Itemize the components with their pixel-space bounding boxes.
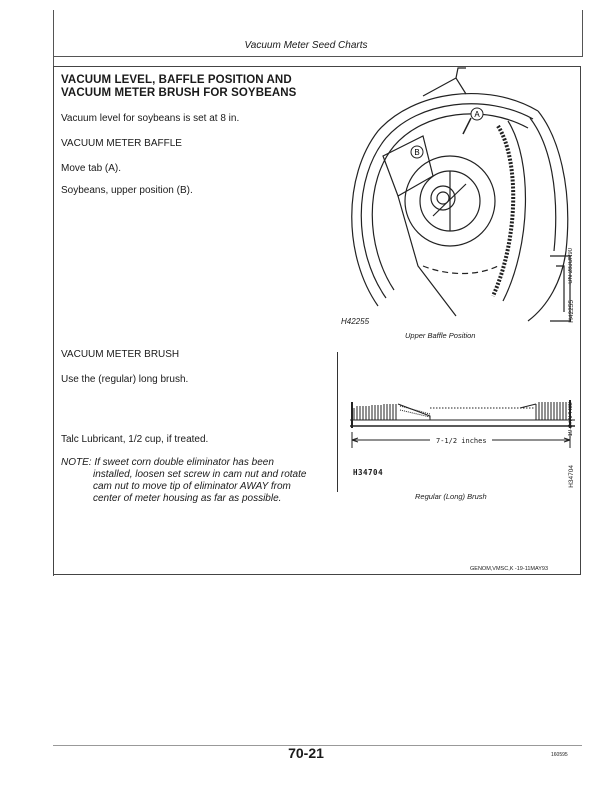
header-rule [53, 56, 582, 57]
figure1-side-code: -UN-28JUN90 [568, 248, 574, 286]
talc-text: Talc Lubricant, 1/2 cup, if treated. [61, 434, 209, 445]
note-line4: center of meter housing as far as possible. [93, 493, 282, 504]
baffle-heading: VACUUM METER BAFFLE [61, 138, 182, 149]
note-label: NOTE: [61, 457, 92, 468]
figure1-id: H42255 [341, 317, 370, 326]
baffle-illustration [338, 66, 581, 326]
page-header-title: Vacuum Meter Seed Charts [244, 40, 368, 51]
page-number: 70-21 [288, 745, 324, 761]
figure2-caption: Regular (Long) Brush [415, 492, 487, 501]
section-title-line2: VACUUM METER BRUSH FOR SOYBEANS [61, 87, 297, 99]
figure2-side-code: -19-27APR89 [568, 402, 574, 439]
upper-position-text: Soybeans, upper position (B). [61, 185, 193, 196]
note-line1: If sweet corn double eliminator has been [94, 457, 274, 468]
move-tab-text: Move tab (A). [61, 163, 122, 174]
callout-b: B [414, 148, 420, 157]
figure1-side-id: H42255 [568, 300, 575, 323]
figure2-side-id: H34704 [568, 465, 575, 488]
figure2-id: H34704 [353, 468, 384, 477]
brush-dimension-label: 7-1/2 inches [436, 437, 487, 445]
document-code: GENOM,VMSC,K -19-11MAY93 [470, 566, 549, 572]
brush-heading: VACUUM METER BRUSH [61, 349, 180, 360]
section-title-line1: VACUUM LEVEL, BAFFLE POSITION AND [61, 74, 292, 86]
brush-illustration [340, 388, 582, 458]
callout-a: A [474, 110, 480, 119]
figure1-caption: Upper Baffle Position [405, 331, 476, 340]
note-block [61, 457, 326, 505]
vacuum-level-text: Vacuum level for soybeans is set at 8 in. [61, 113, 240, 124]
figure2-divider [337, 352, 338, 492]
note-line2: installed, loosen set screw in cam nut and rotate [93, 469, 307, 480]
section-title [61, 74, 321, 100]
note-line3: cam nut to move tip of eliminator AWAY from [93, 481, 291, 492]
page-code: 160595 [551, 752, 568, 758]
long-brush-text: Use the (regular) long brush. [61, 374, 189, 385]
